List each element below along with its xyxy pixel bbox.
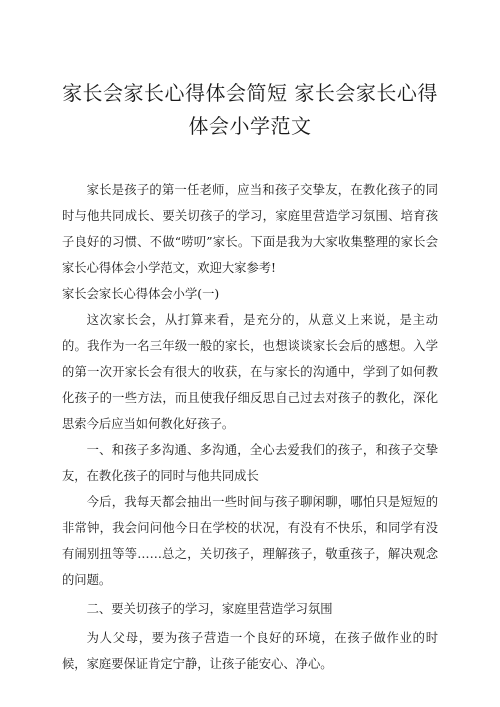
document-title — [62, 77, 438, 143]
body-paragraph: 为人父母，要为孩子营造一个良好的环境，在孩子做作业的时候，家庭要保证肯定宁静，让孩子能安心、净心。 — [62, 631, 438, 671]
body-paragraph: 今后，我每天都会抽出一些时间与孩子聊闲聊，哪怕只是短短的非常钟，我会问问他今日在学校的状况，有没有不快乐，和同学有没有闹别扭等等……总之，关切孩子，理解孩子，敬重孩子，解决观念的问题。 — [62, 495, 438, 587]
subheading-paragraph: 二、要关切孩子的学习，家庭里营造学习氛围 — [86, 602, 333, 616]
title-line-2: 体会小学范文 — [188, 114, 312, 138]
intro-paragraph: 家长是孩子的第一任老师，应当和孩子交挚友，在教化孩子的同时与他共同成长、要关切孩子的学习，家庭里营造学习氛围、培育孩子良好的习惯、不做“唠叨”家长。下面是我为大家收集整理的家长会家长心得体会小学范文，欢迎大家参考! — [62, 183, 438, 275]
title-line-1: 家长会家长心得体会简短 家长会家长心得 — [62, 81, 438, 105]
section-heading: 家长会家长心得体会小学(一) — [62, 287, 220, 301]
body-paragraph: 这次家长会，从打算来看，是充分的，从意义上来说，是主动的。我作为一名三年级一般的家长，也想谈谈家长会后的感想。入学的第一次开家长会有很大的收获，在与家长的沟通中，学到了如何教化孩子的一些方法，而且使我仔细反思自己过去对孩子的教化，深化思索今后应当如何教化好孩子。 — [62, 313, 438, 431]
subheading-paragraph: 一、和孩子多沟通、多沟通，全心去爱我们的孩子，和孩子交挚友，在教化孩子的同时与他共同成长 — [62, 443, 438, 483]
document-body — [62, 177, 438, 677]
